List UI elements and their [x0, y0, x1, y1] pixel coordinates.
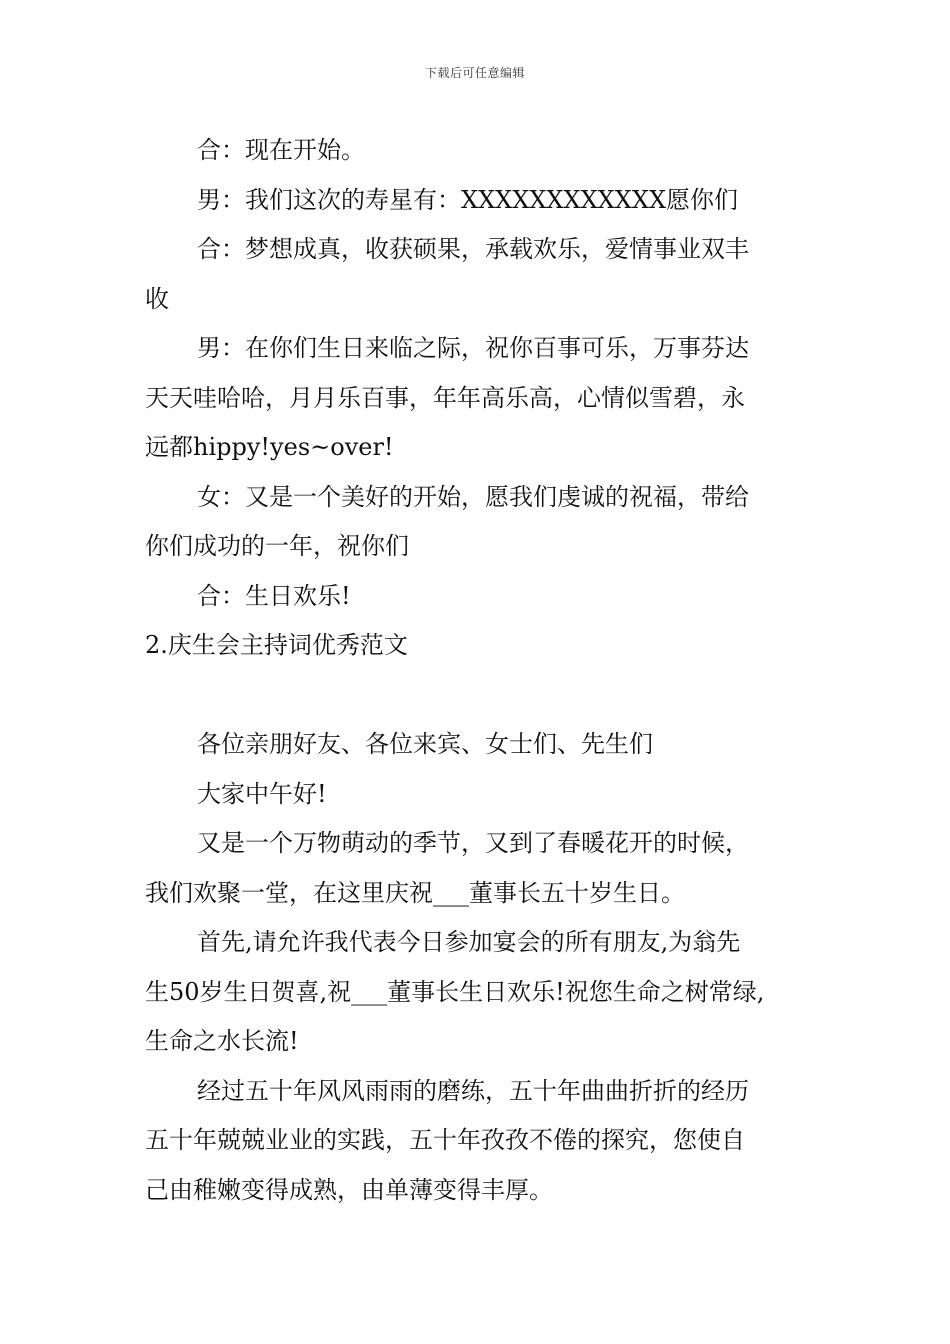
paragraph-line: 男：我们这次的寿星有：XXXXXXXXXXXX愿你们: [197, 185, 739, 214]
paragraph-line: 又是一个万物萌动的季节，又到了春暖花开的时候，: [197, 829, 749, 857]
paragraph-line: 经过五十年风风雨雨的磨练，五十年曲曲折折的经历: [197, 1076, 749, 1105]
paragraph-line: 女：又是一个美好的开始，愿我们虔诚的祝福，带给: [197, 482, 749, 511]
blank-line: [145, 671, 817, 721]
paragraph-line: 合：生日欢乐!: [197, 581, 351, 610]
paragraph-line: 生50岁生日贺喜,祝___董事长生日欢乐!祝您生命之树常绿,: [145, 977, 765, 1006]
paragraph-line: 合：现在开始。: [197, 136, 365, 164]
paragraph-line: 首先,请允许我代表今日参加宴会的所有朋友,为翁先: [197, 928, 741, 956]
paragraph-line: 我们欢聚一堂，在这里庆祝___董事长五十岁生日。: [145, 878, 685, 907]
paragraph-line: 男：在你们生日来临之际，祝你百事可乐，万事芬达: [197, 334, 749, 362]
paragraph-line: 合：梦想成真，收获硕果，承载欢乐，爱情事业双丰: [197, 235, 749, 263]
paragraph-line: 各位亲朋好友、各位来宾、女士们、先生们: [197, 730, 653, 758]
paragraph-line: 大家中午好!: [197, 779, 327, 808]
document-body: [145, 126, 817, 1215]
paragraph-line: 己由稚嫩变得成熟，由单薄变得丰厚。: [145, 1175, 553, 1204]
paragraph-line: 远都hippy!yes~over!: [145, 433, 394, 461]
paragraph-line: 天天哇哈哈，月月乐百事，年年高乐高，心情似雪碧，永: [145, 383, 745, 412]
paragraph-line: 生命之水长流!: [145, 1027, 299, 1055]
paragraph-line: 五十年兢兢业业的实践，五十年孜孜不倦的探究，您使自: [145, 1126, 745, 1154]
section-heading: 2.庆生会主持词优秀范文: [145, 631, 408, 659]
paragraph-line: 你们成功的一年，祝你们: [145, 532, 409, 560]
page-header: 下载后可任意编辑: [424, 66, 525, 80]
paragraph-line: 收: [145, 284, 169, 313]
